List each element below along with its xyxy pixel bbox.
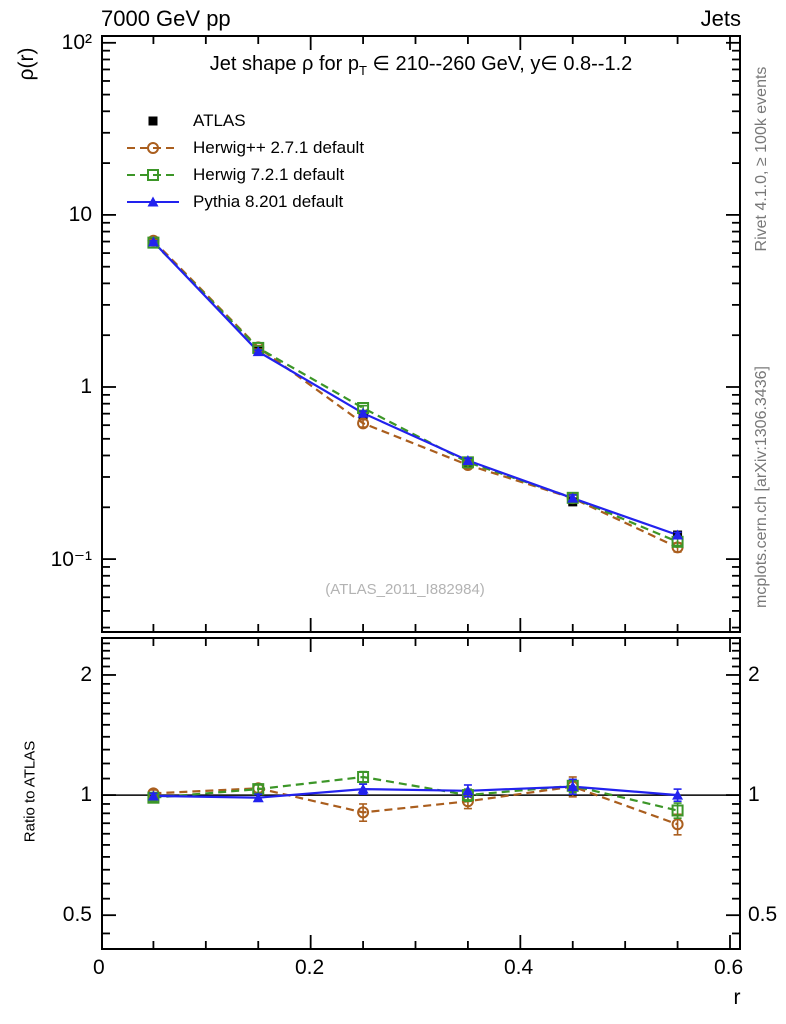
ratio-ytick-05-right: 0.5 bbox=[748, 903, 778, 926]
beam-label: 7000 GeV pp bbox=[101, 6, 231, 31]
legend-label-atlas: ATLAS bbox=[193, 111, 246, 130]
ratio-ytick-2-left: 2 bbox=[80, 663, 92, 686]
legend-label-herwig7: Herwig 7.2.1 default bbox=[193, 165, 345, 184]
legend-row-herwigpp bbox=[125, 136, 364, 160]
ratio-panel bbox=[101, 637, 741, 950]
atlas-marker-icon bbox=[125, 112, 181, 130]
mcplots-arxiv-note: mcplots.cern.ch [arXiv:1306.3436] bbox=[753, 366, 770, 608]
legend-row-pythia bbox=[125, 190, 343, 214]
xtick-0: 0 bbox=[93, 956, 105, 979]
legend-label-pythia: Pythia 8.201 default bbox=[193, 192, 344, 211]
pythia-marker-icon bbox=[125, 193, 181, 211]
main-ytick-01: 10⁻¹ bbox=[50, 548, 92, 571]
ratio-ytick-1-right: 1 bbox=[748, 783, 760, 806]
rivet-version-note: Rivet 4.1.0, ≥ 100k events bbox=[753, 66, 770, 252]
xtick-02: 0.2 bbox=[295, 956, 325, 979]
main-panel bbox=[101, 35, 741, 633]
xtick-04: 0.4 bbox=[504, 956, 534, 979]
herwig7-marker-icon bbox=[125, 166, 181, 184]
analysis-label: Jets bbox=[700, 6, 741, 31]
ratio-plot-canvas bbox=[101, 637, 741, 950]
ratio-ytick-2-right: 2 bbox=[748, 663, 760, 686]
legend-label-herwigpp: Herwig++ 2.7.1 default bbox=[193, 138, 365, 157]
main-y-axis-title: ρ(r) bbox=[15, 47, 38, 81]
ratio-ytick-05-left: 0.5 bbox=[62, 903, 92, 926]
herwigpp-marker-icon bbox=[125, 139, 181, 157]
x-axis-title: r bbox=[733, 986, 741, 1009]
legend-row-atlas bbox=[125, 109, 246, 133]
main-ytick-10: 10 bbox=[68, 203, 92, 226]
main-ytick-100: 10² bbox=[61, 31, 92, 54]
main-ytick-1: 1 bbox=[80, 375, 92, 398]
analysis-id-watermark: (ATLAS_2011_I882984) bbox=[325, 581, 485, 598]
ratio-y-axis-title: Ratio to ATLAS bbox=[21, 740, 39, 843]
ratio-ytick-1-left: 1 bbox=[80, 783, 92, 806]
legend-row-herwig7 bbox=[125, 163, 344, 187]
plot-title: Jet shape ρ for $p_T$ ∈ 210--260 GeV, y∈ 0.8--1.2 bbox=[209, 53, 633, 78]
xtick-06: 0.6 bbox=[714, 956, 744, 979]
